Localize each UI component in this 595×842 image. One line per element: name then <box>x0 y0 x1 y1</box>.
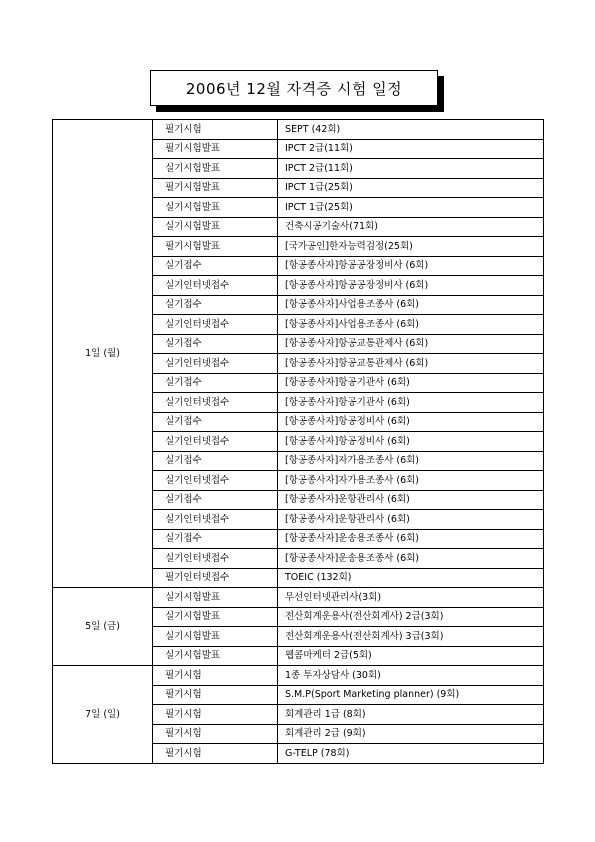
exam-detail-cell: 1종 투자상담사 (30회) <box>278 666 544 686</box>
exam-detail-cell: IPCT 2급(11회) <box>278 159 544 179</box>
exam-type-cell: 필기시험 <box>153 120 278 140</box>
exam-detail-cell: [항공종사자]운송용조종사 (6회) <box>278 549 544 569</box>
exam-detail-cell: [항공종사자]자가용조종사 (6회) <box>278 451 544 471</box>
exam-type-cell: 실기접수 <box>153 490 278 510</box>
exam-detail-cell: 건축시공기술사(71회) <box>278 217 544 237</box>
exam-type-cell: 실기인터넷접수 <box>153 549 278 569</box>
exam-type-cell: 필기인터넷접수 <box>153 568 278 588</box>
exam-type-cell: 실기인터넷접수 <box>153 510 278 530</box>
exam-detail-cell: [항공종사자]항공정비사 (6회) <box>278 412 544 432</box>
exam-detail-cell: [항공종사자]사업용조종사 (6회) <box>278 295 544 315</box>
exam-detail-cell: 전산회계운용사(전산회계사) 3급(3회) <box>278 627 544 647</box>
exam-detail-cell: [국가공인]한자능력검정(25회) <box>278 237 544 257</box>
page-title <box>150 70 438 106</box>
page-title-text: 2006년 12월 자격증 시험 일정 <box>185 79 403 98</box>
exam-detail-cell: [항공종사자]자가용조종사 (6회) <box>278 471 544 491</box>
exam-type-cell: 실기인터넷접수 <box>153 276 278 296</box>
date-cell: 1일 (월) <box>53 120 153 588</box>
exam-detail-cell: G-TELP (78회) <box>278 744 544 764</box>
exam-detail-cell: 회계관리 2급 (9회) <box>278 724 544 744</box>
exam-detail-cell: [항공종사자]항공기관사 (6회) <box>278 393 544 413</box>
exam-detail-cell: [항공종사자]항공공장정비사 (6회) <box>278 256 544 276</box>
date-cell: 5일 (금) <box>53 588 153 666</box>
exam-type-cell: 실기인터넷접수 <box>153 432 278 452</box>
exam-detail-cell: SEPT (42회) <box>278 120 544 140</box>
exam-detail-cell: [항공종사자]운송용조종사 (6회) <box>278 529 544 549</box>
exam-type-cell: 실기접수 <box>153 295 278 315</box>
exam-detail-cell: [항공종사자]항공공장정비사 (6회) <box>278 276 544 296</box>
exam-detail-cell: [항공종사자]항공교통관제사 (6회) <box>278 334 544 354</box>
exam-detail-cell: 전산회계운용사(전산회계사) 2급(3회) <box>278 607 544 627</box>
exam-type-cell: 실기시험발표 <box>153 159 278 179</box>
exam-type-cell: 실기접수 <box>153 373 278 393</box>
exam-detail-cell: S.M.P(Sport Marketing planner) (9회) <box>278 685 544 705</box>
exam-type-cell: 실기인터넷접수 <box>153 315 278 335</box>
exam-type-cell: 실기접수 <box>153 529 278 549</box>
table-row <box>53 666 544 686</box>
exam-detail-cell: IPCT 1급(25회) <box>278 198 544 218</box>
exam-detail-cell: [항공종사자]운항관리사 (6회) <box>278 510 544 530</box>
exam-type-cell: 실기인터넷접수 <box>153 354 278 374</box>
exam-type-cell: 실기시험발표 <box>153 217 278 237</box>
table-row <box>53 120 544 140</box>
exam-type-cell: 실기시험발표 <box>153 607 278 627</box>
table-row <box>53 588 544 608</box>
exam-detail-cell: IPCT 1급(25회) <box>278 178 544 198</box>
exam-type-cell: 실기인터넷접수 <box>153 471 278 491</box>
exam-type-cell: 실기시험발표 <box>153 588 278 608</box>
exam-type-cell: 필기시험 <box>153 724 278 744</box>
date-cell: 7일 (일) <box>53 666 153 764</box>
exam-type-cell: 필기시험 <box>153 685 278 705</box>
exam-type-cell: 실기접수 <box>153 334 278 354</box>
exam-detail-cell: IPCT 2급(11회) <box>278 139 544 159</box>
exam-detail-cell: [항공종사자]항공기관사 (6회) <box>278 373 544 393</box>
exam-type-cell: 실기시험발표 <box>153 646 278 666</box>
exam-type-cell: 필기시험발표 <box>153 237 278 257</box>
exam-type-cell: 필기시험발표 <box>153 178 278 198</box>
exam-type-cell: 실기접수 <box>153 256 278 276</box>
exam-type-cell: 필기시험 <box>153 666 278 686</box>
exam-type-cell: 실기접수 <box>153 451 278 471</box>
exam-detail-cell: 회계관리 1급 (8회) <box>278 705 544 725</box>
exam-detail-cell: 무선인터넷관리사(3회) <box>278 588 544 608</box>
exam-type-cell: 실기접수 <box>153 412 278 432</box>
exam-type-cell: 실기인터넷접수 <box>153 393 278 413</box>
exam-detail-cell: [항공종사자]운항관리사 (6회) <box>278 490 544 510</box>
exam-detail-cell: [항공종사자]항공교통관제사 (6회) <box>278 354 544 374</box>
schedule-table <box>52 119 544 764</box>
exam-detail-cell: [항공종사자]사업용조종사 (6회) <box>278 315 544 335</box>
exam-type-cell: 필기시험발표 <box>153 139 278 159</box>
exam-type-cell: 실기시험발표 <box>153 627 278 647</box>
exam-detail-cell: 웹콤마케터 2급(5회) <box>278 646 544 666</box>
schedule-table-body <box>53 120 544 764</box>
exam-type-cell: 필기시험 <box>153 705 278 725</box>
exam-detail-cell: TOEIC (132회) <box>278 568 544 588</box>
exam-type-cell: 실기시험발표 <box>153 198 278 218</box>
exam-detail-cell: [항공종사자]항공정비사 (6회) <box>278 432 544 452</box>
exam-type-cell: 필기시험 <box>153 744 278 764</box>
